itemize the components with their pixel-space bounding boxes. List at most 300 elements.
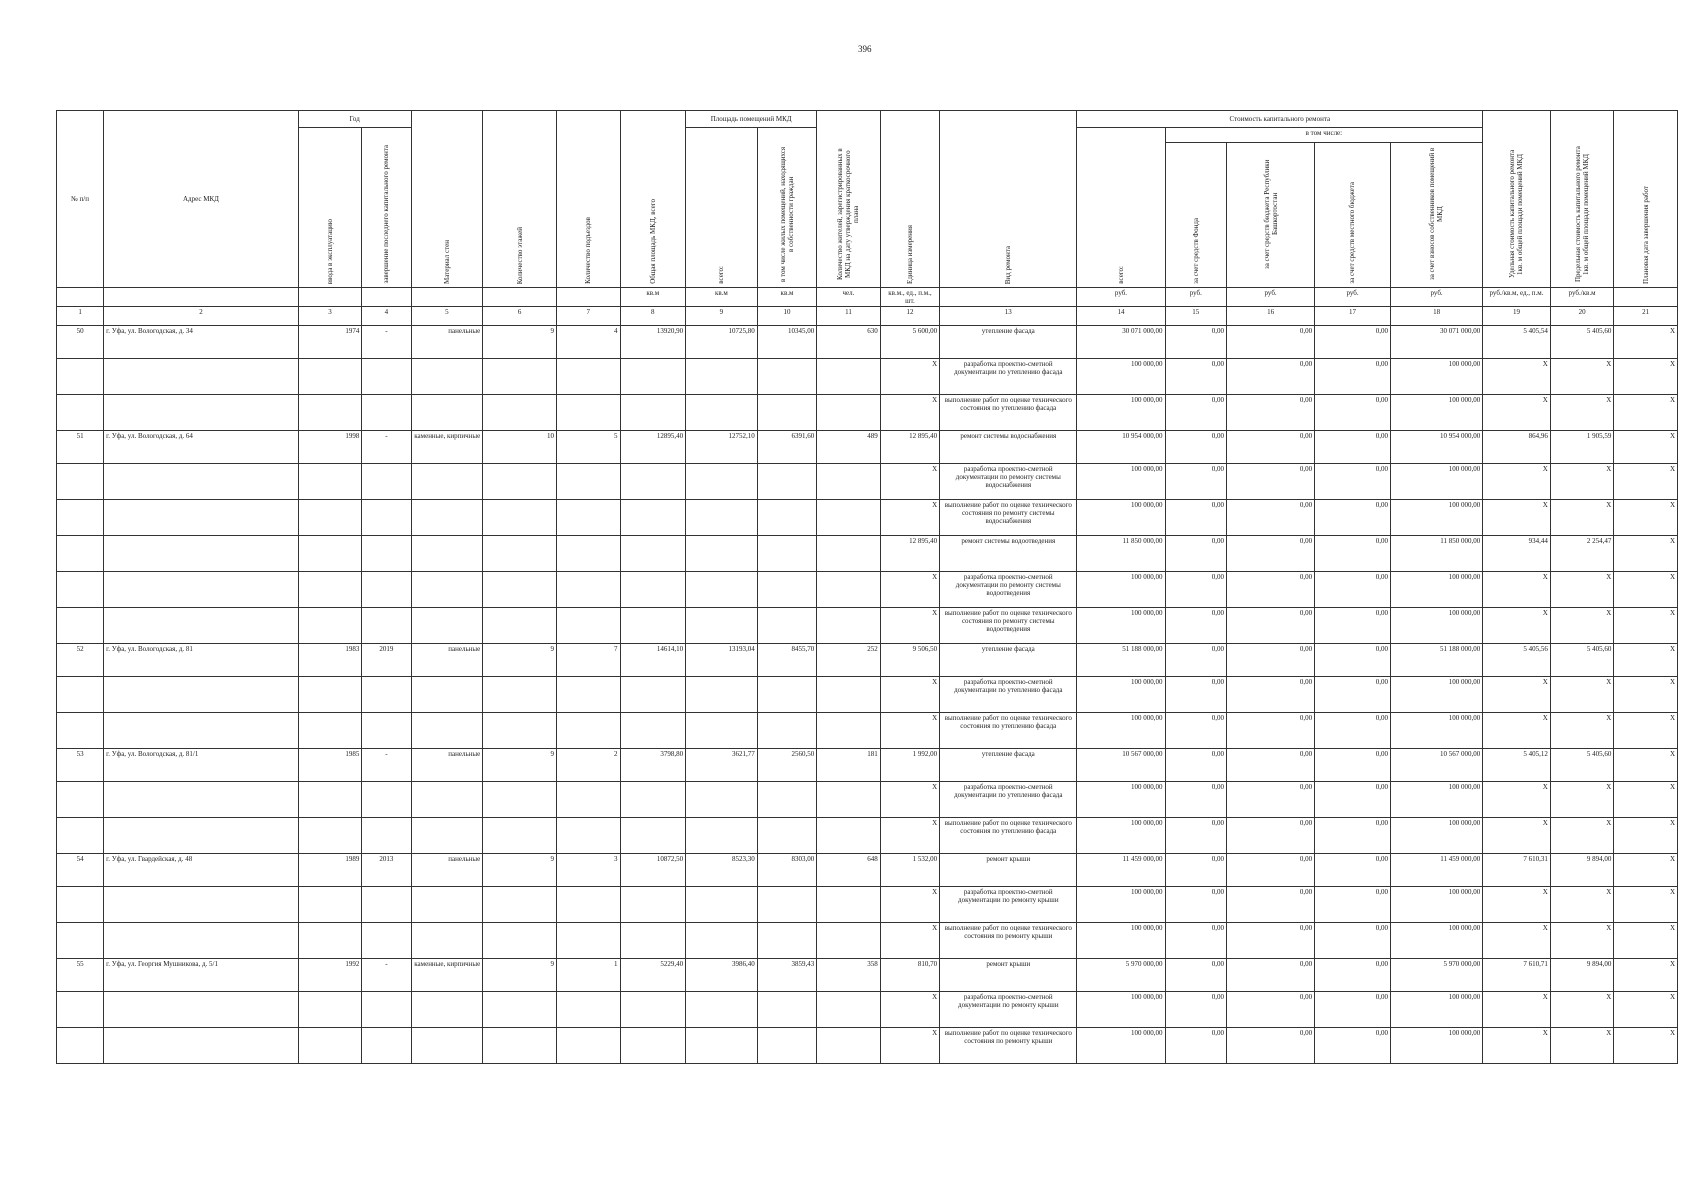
work-unit: 1 992,00 (880, 749, 939, 782)
column-number: 20 (1550, 307, 1614, 326)
empty-cell (620, 464, 686, 500)
empty-cell (411, 923, 483, 959)
column-number: 6 (483, 307, 557, 326)
building-row (57, 959, 1678, 992)
work-specific-cost: X (1483, 500, 1551, 536)
building-entrances: 7 (556, 644, 620, 677)
work-deadline: X (1614, 959, 1678, 992)
column-number: 7 (556, 307, 620, 326)
column-number: 9 (686, 307, 758, 326)
building-num: 55 (57, 959, 104, 992)
work-max-cost: X (1550, 887, 1614, 923)
building-address: г. Уфа, ул. Вологодская, д. 81/1 (104, 749, 299, 782)
empty-cell (411, 1028, 483, 1064)
building-address: г. Уфа, ул. Георгия Мушникова, д. 5/1 (104, 959, 299, 992)
empty-cell (620, 608, 686, 644)
column-number: 16 (1227, 307, 1315, 326)
work-owners: 100 000,00 (1390, 923, 1482, 959)
work-owners: 100 000,00 (1390, 359, 1482, 395)
header-total-area: Общая площадь МКД, всего (620, 111, 686, 288)
column-number: 3 (298, 307, 362, 326)
empty-cell (556, 992, 620, 1028)
work-deadline: X (1614, 677, 1678, 713)
work-specific-cost: X (1483, 887, 1551, 923)
empty-cell (104, 359, 299, 395)
empty-cell (817, 782, 881, 818)
work-max-cost: X (1550, 464, 1614, 500)
empty-cell (104, 782, 299, 818)
building-premises: 10725,80 (686, 326, 758, 359)
building-floors: 9 (483, 326, 557, 359)
header-cost-split (1165, 128, 1483, 288)
building-last-repair: 2013 (362, 854, 411, 887)
work-total: 100 000,00 (1077, 464, 1165, 500)
empty-cell (362, 713, 411, 749)
work-owners: 100 000,00 (1390, 782, 1482, 818)
work-local-budget: 0,00 (1315, 749, 1391, 782)
work-specific-cost: X (1483, 818, 1551, 854)
column-number: 4 (362, 307, 411, 326)
empty-cell (757, 887, 816, 923)
unit-cell: руб. (1227, 288, 1315, 307)
work-type: выполнение работ по оценке технического состояния по ремонту крыши (940, 923, 1077, 959)
work-fund: 0,00 (1165, 713, 1226, 749)
column-number: 18 (1390, 307, 1482, 326)
header-address: Адрес МКД (104, 111, 299, 288)
work-rb-budget: 0,00 (1227, 395, 1315, 431)
unit-cell: кв.м (620, 288, 686, 307)
work-type: выполнение работ по оценке технического состояния по утеплению фасада (940, 818, 1077, 854)
work-fund: 0,00 (1165, 887, 1226, 923)
unit-cell: кв.м., ед., п.м., шт. (880, 288, 939, 307)
building-row (57, 644, 1678, 677)
work-rb-budget: 0,00 (1227, 749, 1315, 782)
header-premises-group: Площадь помещений МКД (686, 111, 817, 128)
empty-cell (362, 464, 411, 500)
work-rb-budget: 0,00 (1227, 644, 1315, 677)
unit-cell: кв.м (757, 288, 816, 307)
empty-cell (686, 464, 758, 500)
empty-cell (411, 395, 483, 431)
work-type: выполнение работ по оценке технического состояния по утеплению фасада (940, 395, 1077, 431)
work-deadline: X (1614, 923, 1678, 959)
work-total: 11 459 000,00 (1077, 854, 1165, 887)
work-deadline: X (1614, 500, 1678, 536)
building-num: 51 (57, 431, 104, 464)
empty-cell (57, 536, 104, 572)
empty-cell (686, 992, 758, 1028)
empty-cell (817, 359, 881, 395)
building-entrances: 2 (556, 749, 620, 782)
column-numbers-row (57, 307, 1678, 326)
work-deadline: X (1614, 572, 1678, 608)
empty-cell (556, 536, 620, 572)
building-wall: панельные (411, 854, 483, 887)
work-max-cost: 5 405,60 (1550, 326, 1614, 359)
work-specific-cost: X (1483, 572, 1551, 608)
work-owners: 100 000,00 (1390, 887, 1482, 923)
work-row (57, 818, 1678, 854)
work-max-cost: 1 905,59 (1550, 431, 1614, 464)
work-deadline: X (1614, 887, 1678, 923)
work-unit: 12 895,40 (880, 536, 939, 572)
empty-cell (57, 608, 104, 644)
empty-cell (104, 500, 299, 536)
empty-cell (57, 782, 104, 818)
work-local-budget: 0,00 (1315, 1028, 1391, 1064)
building-year: 1989 (298, 854, 362, 887)
empty-cell (57, 464, 104, 500)
building-last-repair: - (362, 326, 411, 359)
empty-cell (411, 608, 483, 644)
empty-cell (362, 923, 411, 959)
building-residents: 181 (817, 749, 881, 782)
work-deadline: X (1614, 395, 1678, 431)
empty-cell (411, 500, 483, 536)
work-max-cost: 2 254,47 (1550, 536, 1614, 572)
work-owners: 100 000,00 (1390, 464, 1482, 500)
empty-cell (298, 464, 362, 500)
column-number: 13 (940, 307, 1077, 326)
work-specific-cost: X (1483, 677, 1551, 713)
empty-cell (556, 713, 620, 749)
work-max-cost: X (1550, 572, 1614, 608)
empty-cell (57, 1028, 104, 1064)
work-row (57, 395, 1678, 431)
empty-cell (57, 713, 104, 749)
work-fund: 0,00 (1165, 359, 1226, 395)
building-last-repair: 2019 (362, 644, 411, 677)
building-owned: 3859,43 (757, 959, 816, 992)
building-floors: 9 (483, 644, 557, 677)
work-deadline: X (1614, 359, 1678, 395)
building-entrances: 4 (556, 326, 620, 359)
building-residents: 489 (817, 431, 881, 464)
work-specific-cost: X (1483, 782, 1551, 818)
empty-cell (620, 572, 686, 608)
building-year: 1998 (298, 431, 362, 464)
empty-cell (57, 887, 104, 923)
empty-cell (556, 359, 620, 395)
work-owners: 11 459 000,00 (1390, 854, 1482, 887)
empty-cell (817, 677, 881, 713)
building-address: г. Уфа, ул. Вологодская, д. 64 (104, 431, 299, 464)
work-owners: 51 188 000,00 (1390, 644, 1482, 677)
work-type: разработка проектно-сметной документации по ремонту крыши (940, 887, 1077, 923)
work-owners: 100 000,00 (1390, 818, 1482, 854)
work-unit: 9 506,50 (880, 644, 939, 677)
work-specific-cost: 7 610,71 (1483, 959, 1551, 992)
empty-cell (57, 500, 104, 536)
empty-cell (362, 572, 411, 608)
building-last-repair: - (362, 959, 411, 992)
work-total: 100 000,00 (1077, 608, 1165, 644)
empty-cell (483, 887, 557, 923)
header-owners: за счет взносов собственников помещений в МКД (1428, 147, 1445, 281)
work-unit: X (880, 500, 939, 536)
work-fund: 0,00 (1165, 677, 1226, 713)
work-max-cost: X (1550, 1028, 1614, 1064)
empty-cell (620, 818, 686, 854)
units-row (57, 288, 1678, 307)
header-incl: в том числе: (1166, 128, 1483, 143)
empty-cell (686, 608, 758, 644)
empty-cell (483, 677, 557, 713)
work-total: 100 000,00 (1077, 713, 1165, 749)
work-fund: 0,00 (1165, 395, 1226, 431)
work-specific-cost: X (1483, 608, 1551, 644)
empty-cell (686, 1028, 758, 1064)
empty-cell (411, 818, 483, 854)
empty-cell (104, 572, 299, 608)
work-total: 100 000,00 (1077, 923, 1165, 959)
empty-cell (620, 782, 686, 818)
building-row (57, 326, 1678, 359)
work-total: 100 000,00 (1077, 677, 1165, 713)
empty-cell (620, 1028, 686, 1064)
work-total: 100 000,00 (1077, 359, 1165, 395)
empty-cell (298, 992, 362, 1028)
work-max-cost: X (1550, 713, 1614, 749)
work-total: 100 000,00 (1077, 1028, 1165, 1064)
empty-cell (757, 782, 816, 818)
work-fund: 0,00 (1165, 644, 1226, 677)
building-owned: 8455,70 (757, 644, 816, 677)
building-num: 53 (57, 749, 104, 782)
work-rb-budget: 0,00 (1227, 818, 1315, 854)
work-local-budget: 0,00 (1315, 923, 1391, 959)
work-fund: 0,00 (1165, 464, 1226, 500)
column-number: 17 (1315, 307, 1391, 326)
work-local-budget: 0,00 (1315, 818, 1391, 854)
work-deadline: X (1614, 818, 1678, 854)
empty-cell (411, 992, 483, 1028)
empty-cell (104, 395, 299, 431)
empty-cell (104, 536, 299, 572)
empty-cell (104, 608, 299, 644)
work-rb-budget: 0,00 (1227, 782, 1315, 818)
empty-cell (620, 992, 686, 1028)
unit-cell: руб. (1315, 288, 1391, 307)
building-premises: 3621,77 (686, 749, 758, 782)
empty-cell (411, 677, 483, 713)
work-specific-cost: X (1483, 1028, 1551, 1064)
empty-cell (817, 572, 881, 608)
work-row (57, 608, 1678, 644)
work-owners: 100 000,00 (1390, 713, 1482, 749)
empty-cell (817, 923, 881, 959)
empty-cell (686, 923, 758, 959)
empty-cell (104, 818, 299, 854)
work-local-budget: 0,00 (1315, 713, 1391, 749)
empty-cell (411, 782, 483, 818)
empty-cell (362, 818, 411, 854)
empty-cell (817, 818, 881, 854)
building-wall: каменные, кирпичные (411, 959, 483, 992)
empty-cell (104, 992, 299, 1028)
work-deadline: X (1614, 326, 1678, 359)
work-max-cost: X (1550, 677, 1614, 713)
empty-cell (556, 677, 620, 713)
header-deadline: Плановая дата завершения работ (1614, 111, 1678, 288)
work-type: ремонт крыши (940, 854, 1077, 887)
column-number: 5 (411, 307, 483, 326)
building-row (57, 854, 1678, 887)
work-total: 5 970 000,00 (1077, 959, 1165, 992)
work-type: выполнение работ по оценке технического состояния по ремонту системы водоотведения (940, 608, 1077, 644)
work-row (57, 677, 1678, 713)
work-fund: 0,00 (1165, 536, 1226, 572)
work-specific-cost: 5 405,56 (1483, 644, 1551, 677)
empty-cell (686, 818, 758, 854)
empty-cell (298, 608, 362, 644)
empty-cell (620, 536, 686, 572)
empty-cell (483, 395, 557, 431)
empty-cell (298, 536, 362, 572)
work-type: утепление фасада (940, 326, 1077, 359)
building-year: 1992 (298, 959, 362, 992)
work-type: разработка проектно-сметной документации по ремонту системы водоснабжения (940, 464, 1077, 500)
empty-cell (556, 572, 620, 608)
empty-cell (620, 887, 686, 923)
empty-cell (104, 1028, 299, 1064)
header-local-budget: за счет средств местного бюджета (1315, 143, 1391, 288)
work-fund: 0,00 (1165, 959, 1226, 992)
work-rb-budget: 0,00 (1227, 992, 1315, 1028)
work-specific-cost: X (1483, 923, 1551, 959)
building-residents: 630 (817, 326, 881, 359)
empty-cell (757, 500, 816, 536)
work-total: 51 188 000,00 (1077, 644, 1165, 677)
building-year: 1983 (298, 644, 362, 677)
empty-cell (411, 536, 483, 572)
building-owned: 8303,00 (757, 854, 816, 887)
empty-cell (483, 572, 557, 608)
work-row (57, 887, 1678, 923)
unit-cell: руб. (1165, 288, 1226, 307)
building-premises: 8523,30 (686, 854, 758, 887)
work-type: ремонт системы водоснабжения (940, 431, 1077, 464)
work-type: утепление фасада (940, 749, 1077, 782)
work-rb-budget: 0,00 (1227, 431, 1315, 464)
building-entrances: 3 (556, 854, 620, 887)
work-max-cost: 5 405,60 (1550, 644, 1614, 677)
empty-cell (362, 359, 411, 395)
work-local-budget: 0,00 (1315, 887, 1391, 923)
work-owners: 100 000,00 (1390, 992, 1482, 1028)
work-total: 30 071 000,00 (1077, 326, 1165, 359)
empty-cell (57, 572, 104, 608)
empty-cell (757, 359, 816, 395)
work-owners: 10 954 000,00 (1390, 431, 1482, 464)
work-owners: 100 000,00 (1390, 677, 1482, 713)
work-total: 11 850 000,00 (1077, 536, 1165, 572)
empty-cell (362, 395, 411, 431)
building-num: 52 (57, 644, 104, 677)
header-work-type: Вид ремонта (940, 111, 1077, 288)
work-type: ремонт крыши (940, 959, 1077, 992)
work-owners: 10 567 000,00 (1390, 749, 1482, 782)
work-row (57, 464, 1678, 500)
empty-cell (556, 818, 620, 854)
work-max-cost: X (1550, 608, 1614, 644)
building-wall: панельные (411, 644, 483, 677)
table-header (57, 111, 1678, 326)
empty-cell (817, 608, 881, 644)
work-owners: 100 000,00 (1390, 572, 1482, 608)
empty-cell (757, 992, 816, 1028)
building-premises: 3986,40 (686, 959, 758, 992)
work-type: выполнение работ по оценке технического состояния по утеплению фасада (940, 713, 1077, 749)
header-cost-total: всего: (1077, 128, 1165, 288)
work-max-cost: X (1550, 782, 1614, 818)
work-row (57, 572, 1678, 608)
empty-cell (757, 713, 816, 749)
work-row (57, 992, 1678, 1028)
work-unit: X (880, 359, 939, 395)
work-type: выполнение работ по оценке технического состояния по ремонту крыши (940, 1028, 1077, 1064)
building-num: 50 (57, 326, 104, 359)
work-specific-cost: 5 405,54 (1483, 326, 1551, 359)
empty-cell (362, 887, 411, 923)
work-type: выполнение работ по оценке технического состояния по ремонту системы водоснабжения (940, 500, 1077, 536)
work-total: 10 954 000,00 (1077, 431, 1165, 464)
header-year-group: Год (298, 111, 411, 128)
work-type: разработка проектно-сметной документации по ремонту системы водоотведения (940, 572, 1077, 608)
empty-cell (817, 464, 881, 500)
empty-cell (411, 359, 483, 395)
work-local-budget: 0,00 (1315, 644, 1391, 677)
empty-cell (757, 818, 816, 854)
empty-cell (483, 818, 557, 854)
work-local-budget: 0,00 (1315, 395, 1391, 431)
unit-cell: кв.м (686, 288, 758, 307)
building-area: 14614,10 (620, 644, 686, 677)
work-max-cost: X (1550, 992, 1614, 1028)
work-specific-cost: X (1483, 359, 1551, 395)
building-residents: 648 (817, 854, 881, 887)
header-max-cost: Предельная стоимость капитального ремонта 1кв. м общей площади помещений МКД (1550, 111, 1614, 288)
work-max-cost: X (1550, 395, 1614, 431)
work-rb-budget: 0,00 (1227, 923, 1315, 959)
empty-cell (686, 782, 758, 818)
work-unit: X (880, 713, 939, 749)
work-owners: 100 000,00 (1390, 500, 1482, 536)
work-type: утепление фасада (940, 644, 1077, 677)
work-rb-budget: 0,00 (1227, 464, 1315, 500)
work-owners: 100 000,00 (1390, 608, 1482, 644)
work-type: ремонт системы водоотведения (940, 536, 1077, 572)
work-fund: 0,00 (1165, 782, 1226, 818)
empty-cell (620, 677, 686, 713)
building-area: 12895,40 (620, 431, 686, 464)
empty-cell (362, 992, 411, 1028)
header-year-last-repair: завершение последнего капитального ремонта (362, 128, 411, 288)
empty-cell (556, 887, 620, 923)
building-residents: 252 (817, 644, 881, 677)
work-deadline: X (1614, 1028, 1678, 1064)
building-last-repair: - (362, 749, 411, 782)
work-row (57, 359, 1678, 395)
column-number: 2 (104, 307, 299, 326)
work-unit: X (880, 887, 939, 923)
work-local-budget: 0,00 (1315, 992, 1391, 1028)
work-local-budget: 0,00 (1315, 677, 1391, 713)
work-total: 10 567 000,00 (1077, 749, 1165, 782)
empty-cell (483, 713, 557, 749)
work-fund: 0,00 (1165, 749, 1226, 782)
work-local-budget: 0,00 (1315, 572, 1391, 608)
